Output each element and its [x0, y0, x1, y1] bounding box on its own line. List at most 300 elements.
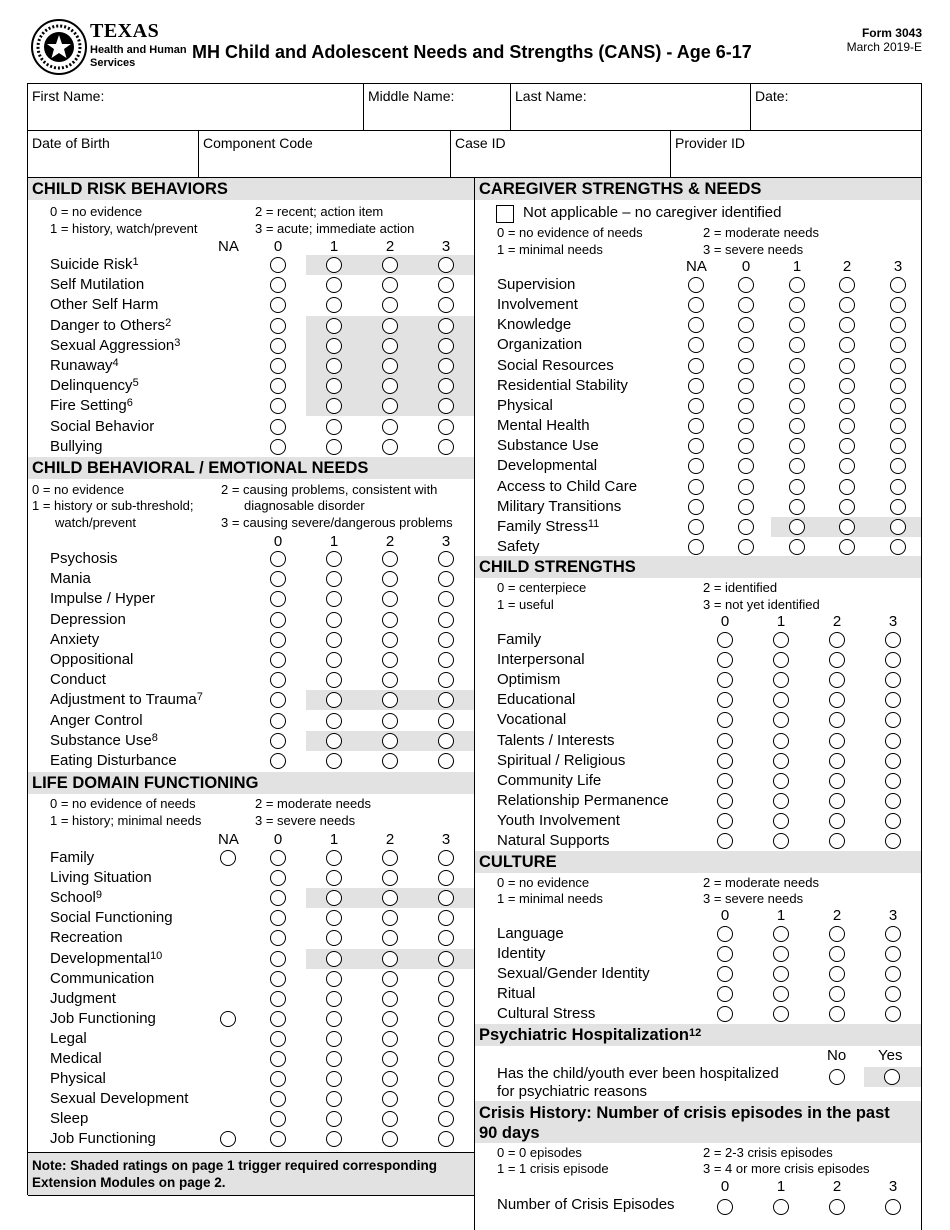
caregiver-radio-3[interactable] — [890, 479, 906, 495]
caregiver-radio-3[interactable] — [890, 358, 906, 374]
strengths-radio-0[interactable] — [717, 712, 733, 728]
life-radio-3[interactable] — [438, 910, 454, 926]
strengths-radio-1[interactable] — [773, 793, 789, 809]
caregiver-radio-1[interactable] — [789, 458, 805, 474]
last-name-field[interactable] — [510, 83, 751, 131]
caregiver-radio-2[interactable] — [839, 358, 855, 374]
life-radio-1[interactable] — [326, 930, 342, 946]
caregiver-radio-2[interactable] — [839, 519, 855, 535]
caregiver-radio-na[interactable] — [688, 418, 704, 434]
caregiver-radio-0[interactable] — [738, 438, 754, 454]
strengths-radio-2[interactable] — [829, 773, 845, 789]
caregiver-radio-1[interactable] — [789, 539, 805, 555]
caregiver-radio-2[interactable] — [839, 418, 855, 434]
risk-radio-1[interactable] — [326, 257, 342, 273]
caregiver-radio-2[interactable] — [839, 539, 855, 555]
risk-radio-3[interactable] — [438, 318, 454, 334]
caregiver-col-header-na: NA — [686, 258, 707, 275]
strengths-radio-1[interactable] — [773, 733, 789, 749]
caregiver-radio-na[interactable] — [688, 317, 704, 333]
strengths-radio-3[interactable] — [885, 753, 901, 769]
strengths-radio-1[interactable] — [773, 692, 789, 708]
strengths-radio-3[interactable] — [885, 733, 901, 749]
strengths-radio-3[interactable] — [885, 793, 901, 809]
caregiver-radio-0[interactable] — [738, 378, 754, 394]
caregiver-radio-0[interactable] — [738, 479, 754, 495]
risk-item-label — [50, 337, 180, 354]
behav-radio-0[interactable] — [270, 632, 286, 648]
risk-radio-0[interactable] — [270, 297, 286, 313]
life-radio-0[interactable] — [270, 910, 286, 926]
risk-legend-3: 3 = acute; immediate action — [255, 221, 415, 236]
date-field[interactable] — [750, 83, 922, 131]
caregiver-radio-2[interactable] — [839, 398, 855, 414]
culture-radio-2[interactable] — [829, 946, 845, 962]
life-radio-3[interactable] — [438, 991, 454, 1007]
strengths-radio-3[interactable] — [885, 652, 901, 668]
behav-radio-1[interactable] — [326, 733, 342, 749]
life-radio-0[interactable] — [270, 951, 286, 967]
strengths-radio-3[interactable] — [885, 833, 901, 849]
culture-radio-0[interactable] — [717, 986, 733, 1002]
strengths-radio-0[interactable] — [717, 833, 733, 849]
life-radio-1[interactable] — [326, 1031, 342, 1047]
caregiver-radio-na[interactable] — [688, 297, 704, 313]
behav-radio-0[interactable] — [270, 571, 286, 587]
crisis-radio-0[interactable] — [717, 1199, 733, 1215]
caregiver-radio-na[interactable] — [688, 358, 704, 374]
caregiver-radio-3[interactable] — [890, 337, 906, 353]
risk-radio-1[interactable] — [326, 338, 342, 354]
caregiver-radio-1[interactable] — [789, 358, 805, 374]
behav-radio-2[interactable] — [382, 713, 398, 729]
behav-radio-2[interactable] — [382, 571, 398, 587]
strengths-radio-3[interactable] — [885, 692, 901, 708]
crisis-legend-1: 1 = 1 crisis episode — [497, 1161, 609, 1176]
life-radio-0[interactable] — [270, 1031, 286, 1047]
caregiver-radio-0[interactable] — [738, 317, 754, 333]
behav-radio-2[interactable] — [382, 672, 398, 688]
risk-radio-2[interactable] — [382, 419, 398, 435]
life-radio-3[interactable] — [438, 850, 454, 866]
behav-radio-3[interactable] — [438, 713, 454, 729]
caregiver-radio-3[interactable] — [890, 539, 906, 555]
caregiver-radio-na[interactable] — [688, 378, 704, 394]
strengths-radio-2[interactable] — [829, 712, 845, 728]
risk-radio-2[interactable] — [382, 277, 398, 293]
crisis-radio-1[interactable] — [773, 1199, 789, 1215]
risk-radio-2[interactable] — [382, 439, 398, 455]
caregiver-radio-1[interactable] — [789, 519, 805, 535]
behav-radio-3[interactable] — [438, 753, 454, 769]
behav-radio-1[interactable] — [326, 612, 342, 628]
first-name-field[interactable] — [27, 83, 364, 131]
strengths-radio-3[interactable] — [885, 813, 901, 829]
strengths-radio-1[interactable] — [773, 712, 789, 728]
risk-radio-2[interactable] — [382, 338, 398, 354]
behav-radio-1[interactable] — [326, 713, 342, 729]
life-legend-2: 2 = moderate needs — [255, 796, 371, 811]
caregiver-radio-0[interactable] — [738, 337, 754, 353]
strengths-radio-3[interactable] — [885, 632, 901, 648]
life-radio-2[interactable] — [382, 1011, 398, 1027]
caregiver-radio-3[interactable] — [890, 317, 906, 333]
behav-legend-0: 0 = no evidence — [32, 482, 125, 497]
life-radio-1[interactable] — [326, 870, 342, 886]
caregiver-item-text: Supervision — [497, 276, 576, 293]
strengths-radio-2[interactable] — [829, 692, 845, 708]
risk-radio-1[interactable] — [326, 439, 342, 455]
life-radio-3[interactable] — [438, 1071, 454, 1087]
life-item-label — [50, 1090, 188, 1107]
life-radio-na[interactable] — [220, 1011, 236, 1027]
life-radio-2[interactable] — [382, 1051, 398, 1067]
behav-radio-3[interactable] — [438, 652, 454, 668]
caregiver-radio-na[interactable] — [688, 539, 704, 555]
risk-radio-2[interactable] — [382, 318, 398, 334]
life-radio-1[interactable] — [326, 1071, 342, 1087]
caregiver-radio-3[interactable] — [890, 458, 906, 474]
life-radio-3[interactable] — [438, 870, 454, 886]
caregiver-item-text: Developmental — [497, 457, 598, 475]
risk-radio-0[interactable] — [270, 398, 286, 414]
behav-radio-1[interactable] — [326, 591, 342, 607]
caregiver-radio-0[interactable] — [738, 297, 754, 313]
strengths-radio-1[interactable] — [773, 632, 789, 648]
risk-radio-1[interactable] — [326, 419, 342, 435]
life-radio-2[interactable] — [382, 971, 398, 987]
life-radio-2[interactable] — [382, 951, 398, 967]
caregiver-radio-0[interactable] — [738, 277, 754, 293]
behav-radio-0[interactable] — [270, 551, 286, 567]
life-radio-0[interactable] — [270, 1111, 286, 1127]
life-radio-2[interactable] — [382, 910, 398, 926]
caregiver-radio-3[interactable] — [890, 519, 906, 535]
risk-radio-0[interactable] — [270, 277, 286, 293]
strengths-radio-0[interactable] — [717, 813, 733, 829]
life-item-text: Physical — [50, 1070, 106, 1088]
strengths-radio-0[interactable] — [717, 652, 733, 668]
culture-radio-1[interactable] — [773, 966, 789, 982]
caregiver-radio-3[interactable] — [890, 277, 906, 293]
strengths-radio-0[interactable] — [717, 632, 733, 648]
strengths-radio-1[interactable] — [773, 652, 789, 668]
caregiver-radio-3[interactable] — [890, 378, 906, 394]
caregiver-radio-2[interactable] — [839, 317, 855, 333]
caregiver-radio-3[interactable] — [890, 438, 906, 454]
behav-radio-2[interactable] — [382, 591, 398, 607]
behav-radio-2[interactable] — [382, 612, 398, 628]
strengths-radio-2[interactable] — [829, 672, 845, 688]
strengths-radio-0[interactable] — [717, 753, 733, 769]
caregiver-radio-2[interactable] — [839, 499, 855, 515]
life-radio-2[interactable] — [382, 1111, 398, 1127]
risk-radio-3[interactable] — [438, 257, 454, 273]
life-radio-1[interactable] — [326, 1131, 342, 1147]
behav-radio-2[interactable] — [382, 632, 398, 648]
behav-radio-1[interactable] — [326, 672, 342, 688]
strengths-radio-0[interactable] — [717, 692, 733, 708]
risk-radio-1[interactable] — [326, 277, 342, 293]
life-radio-na[interactable] — [220, 1131, 236, 1147]
strengths-radio-2[interactable] — [829, 833, 845, 849]
behav-radio-1[interactable] — [326, 632, 342, 648]
dob-field[interactable] — [27, 130, 199, 178]
behav-radio-0[interactable] — [270, 672, 286, 688]
behav-radio-0[interactable] — [270, 733, 286, 749]
strengths-radio-1[interactable] — [773, 833, 789, 849]
provider-id-field[interactable] — [670, 130, 922, 178]
hosp-question-line2: for psychiatric reasons — [497, 1083, 648, 1100]
strengths-legend-2: 2 = identified — [703, 580, 778, 595]
behav-radio-3[interactable] — [438, 571, 454, 587]
footnote-ref: 11 — [587, 517, 600, 530]
culture-radio-3[interactable] — [885, 986, 901, 1002]
culture-radio-0[interactable] — [717, 1006, 733, 1022]
culture-radio-0[interactable] — [717, 946, 733, 962]
caregiver-radio-0[interactable] — [738, 458, 754, 474]
life-radio-3[interactable] — [438, 1111, 454, 1127]
strengths-radio-0[interactable] — [717, 672, 733, 688]
behav-radio-1[interactable] — [326, 551, 342, 567]
life-radio-1[interactable] — [326, 1011, 342, 1027]
strengths-radio-1[interactable] — [773, 813, 789, 829]
life-radio-3[interactable] — [438, 1131, 454, 1147]
life-radio-2[interactable] — [382, 930, 398, 946]
caregiver-radio-0[interactable] — [738, 499, 754, 515]
caregiver-radio-na[interactable] — [688, 519, 704, 535]
crisis-radio-3[interactable] — [885, 1199, 901, 1215]
caregiver-radio-na[interactable] — [688, 398, 704, 414]
behav-radio-3[interactable] — [438, 591, 454, 607]
culture-radio-3[interactable] — [885, 966, 901, 982]
life-radio-3[interactable] — [438, 1011, 454, 1027]
life-radio-0[interactable] — [270, 1051, 286, 1067]
life-radio-na[interactable] — [220, 850, 236, 866]
life-radio-3[interactable] — [438, 1051, 454, 1067]
strengths-radio-3[interactable] — [885, 672, 901, 688]
behav-radio-3[interactable] — [438, 632, 454, 648]
caregiver-radio-1[interactable] — [789, 317, 805, 333]
caregiver-radio-1[interactable] — [789, 297, 805, 313]
behav-radio-2[interactable] — [382, 551, 398, 567]
strengths-radio-2[interactable] — [829, 793, 845, 809]
life-radio-0[interactable] — [270, 930, 286, 946]
caregiver-radio-na[interactable] — [688, 458, 704, 474]
life-radio-0[interactable] — [270, 1071, 286, 1087]
caregiver-radio-1[interactable] — [789, 337, 805, 353]
strengths-radio-0[interactable] — [717, 793, 733, 809]
life-radio-0[interactable] — [270, 890, 286, 906]
behav-radio-0[interactable] — [270, 692, 286, 708]
life-radio-1[interactable] — [326, 850, 342, 866]
strengths-radio-2[interactable] — [829, 632, 845, 648]
life-radio-1[interactable] — [326, 971, 342, 987]
caregiver-radio-0[interactable] — [738, 418, 754, 434]
culture-radio-1[interactable] — [773, 946, 789, 962]
behav-radio-2[interactable] — [382, 733, 398, 749]
life-radio-0[interactable] — [270, 1091, 286, 1107]
life-radio-0[interactable] — [270, 1011, 286, 1027]
strengths-radio-2[interactable] — [829, 733, 845, 749]
caregiver-radio-2[interactable] — [839, 438, 855, 454]
strengths-radio-2[interactable] — [829, 753, 845, 769]
culture-radio-1[interactable] — [773, 926, 789, 942]
caregiver-radio-0[interactable] — [738, 539, 754, 555]
caregiver-radio-0[interactable] — [738, 398, 754, 414]
component-code-field[interactable] — [198, 130, 451, 178]
risk-radio-0[interactable] — [270, 439, 286, 455]
strengths-radio-3[interactable] — [885, 773, 901, 789]
caregiver-radio-1[interactable] — [789, 438, 805, 454]
strengths-radio-2[interactable] — [829, 652, 845, 668]
behav-radio-0[interactable] — [270, 591, 286, 607]
life-radio-2[interactable] — [382, 991, 398, 1007]
behav-radio-1[interactable] — [326, 652, 342, 668]
culture-item-text: Identity — [497, 945, 546, 963]
risk-radio-0[interactable] — [270, 419, 286, 435]
risk-radio-3[interactable] — [438, 277, 454, 293]
risk-radio-3[interactable] — [438, 439, 454, 455]
life-radio-1[interactable] — [326, 1091, 342, 1107]
life-radio-3[interactable] — [438, 971, 454, 987]
life-radio-1[interactable] — [326, 1111, 342, 1127]
life-radio-2[interactable] — [382, 870, 398, 886]
caregiver-radio-1[interactable] — [789, 418, 805, 434]
risk-radio-2[interactable] — [382, 358, 398, 374]
risk-radio-0[interactable] — [270, 378, 286, 394]
culture-radio-2[interactable] — [829, 926, 845, 942]
strengths-radio-0[interactable] — [717, 733, 733, 749]
caregiver-radio-1[interactable] — [789, 378, 805, 394]
caregiver-radio-3[interactable] — [890, 297, 906, 313]
caregiver-radio-1[interactable] — [789, 479, 805, 495]
life-radio-0[interactable] — [270, 991, 286, 1007]
life-radio-2[interactable] — [382, 850, 398, 866]
strengths-legend-1: 1 = useful — [497, 597, 554, 612]
culture-radio-2[interactable] — [829, 966, 845, 982]
risk-radio-0[interactable] — [270, 257, 286, 273]
behav-radio-3[interactable] — [438, 733, 454, 749]
caregiver-radio-2[interactable] — [839, 479, 855, 495]
caregiver-radio-3[interactable] — [890, 499, 906, 515]
behav-radio-0[interactable] — [270, 753, 286, 769]
caregiver-radio-na[interactable] — [688, 277, 704, 293]
risk-radio-3[interactable] — [438, 297, 454, 313]
culture-radio-2[interactable] — [829, 1006, 845, 1022]
behav-radio-1[interactable] — [326, 571, 342, 587]
caregiver-radio-1[interactable] — [789, 499, 805, 515]
culture-radio-3[interactable] — [885, 1006, 901, 1022]
life-radio-3[interactable] — [438, 951, 454, 967]
behav-radio-2[interactable] — [382, 652, 398, 668]
behav-radio-0[interactable] — [270, 652, 286, 668]
caregiver-radio-1[interactable] — [789, 398, 805, 414]
strengths-radio-0[interactable] — [717, 773, 733, 789]
life-radio-2[interactable] — [382, 1091, 398, 1107]
life-radio-1[interactable] — [326, 910, 342, 926]
caregiver-radio-0[interactable] — [738, 519, 754, 535]
risk-radio-0[interactable] — [270, 338, 286, 354]
risk-radio-3[interactable] — [438, 419, 454, 435]
strengths-radio-1[interactable] — [773, 773, 789, 789]
behav-radio-1[interactable] — [326, 753, 342, 769]
strengths-radio-1[interactable] — [773, 672, 789, 688]
culture-radio-1[interactable] — [773, 986, 789, 1002]
behav-radio-3[interactable] — [438, 612, 454, 628]
culture-radio-3[interactable] — [885, 926, 901, 942]
no-caregiver-checkbox[interactable] — [496, 205, 514, 223]
strengths-radio-3[interactable] — [885, 712, 901, 728]
caregiver-radio-3[interactable] — [890, 398, 906, 414]
case-id-field[interactable] — [450, 130, 671, 178]
risk-radio-1[interactable] — [326, 297, 342, 313]
culture-radio-0[interactable] — [717, 926, 733, 942]
life-radio-0[interactable] — [270, 1131, 286, 1147]
caregiver-radio-3[interactable] — [890, 418, 906, 434]
behav-item-label — [50, 671, 106, 688]
culture-radio-2[interactable] — [829, 986, 845, 1002]
caregiver-radio-2[interactable] — [839, 337, 855, 353]
risk-radio-3[interactable] — [438, 338, 454, 354]
life-radio-3[interactable] — [438, 930, 454, 946]
culture-radio-0[interactable] — [717, 966, 733, 982]
risk-radio-2[interactable] — [382, 257, 398, 273]
strengths-radio-1[interactable] — [773, 753, 789, 769]
life-radio-1[interactable] — [326, 991, 342, 1007]
life-radio-0[interactable] — [270, 870, 286, 886]
behav-radio-2[interactable] — [382, 753, 398, 769]
middle-name-field[interactable] — [363, 83, 511, 131]
caregiver-radio-na[interactable] — [688, 438, 704, 454]
risk-radio-0[interactable] — [270, 358, 286, 374]
behav-radio-0[interactable] — [270, 713, 286, 729]
behav-radio-3[interactable] — [438, 672, 454, 688]
caregiver-radio-2[interactable] — [839, 297, 855, 313]
caregiver-radio-1[interactable] — [789, 277, 805, 293]
caregiver-radio-na[interactable] — [688, 499, 704, 515]
caregiver-radio-2[interactable] — [839, 458, 855, 474]
life-radio-1[interactable] — [326, 1051, 342, 1067]
caregiver-radio-na[interactable] — [688, 337, 704, 353]
risk-radio-1[interactable] — [326, 318, 342, 334]
caregiver-radio-na[interactable] — [688, 479, 704, 495]
risk-radio-1[interactable] — [326, 358, 342, 374]
caregiver-radio-2[interactable] — [839, 378, 855, 394]
risk-radio-3[interactable] — [438, 358, 454, 374]
life-radio-0[interactable] — [270, 850, 286, 866]
life-radio-2[interactable] — [382, 1131, 398, 1147]
life-radio-2[interactable] — [382, 1071, 398, 1087]
hosp-radio-yes[interactable] — [884, 1069, 900, 1085]
risk-radio-2[interactable] — [382, 297, 398, 313]
caregiver-radio-2[interactable] — [839, 277, 855, 293]
culture-radio-1[interactable] — [773, 1006, 789, 1022]
life-radio-3[interactable] — [438, 1031, 454, 1047]
hosp-radio-no[interactable] — [829, 1069, 845, 1085]
life-radio-3[interactable] — [438, 1091, 454, 1107]
life-radio-0[interactable] — [270, 971, 286, 987]
risk-radio-0[interactable] — [270, 318, 286, 334]
culture-radio-3[interactable] — [885, 946, 901, 962]
crisis-radio-2[interactable] — [829, 1199, 845, 1215]
life-radio-1[interactable] — [326, 951, 342, 967]
life-radio-2[interactable] — [382, 1031, 398, 1047]
behav-radio-0[interactable] — [270, 612, 286, 628]
caregiver-radio-0[interactable] — [738, 358, 754, 374]
strengths-radio-2[interactable] — [829, 813, 845, 829]
behav-radio-3[interactable] — [438, 551, 454, 567]
